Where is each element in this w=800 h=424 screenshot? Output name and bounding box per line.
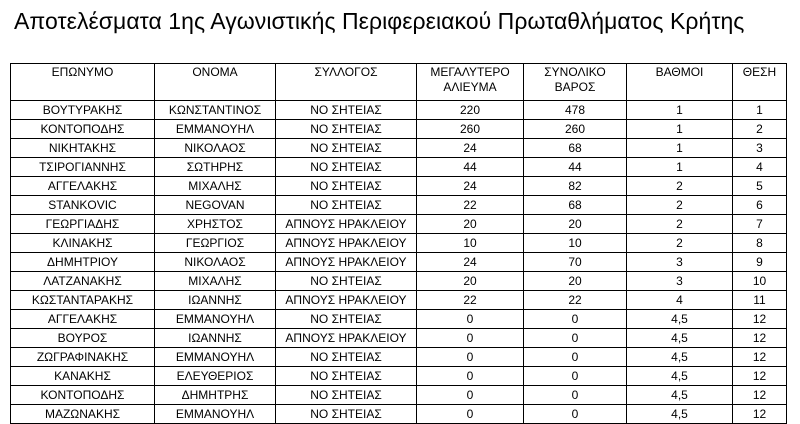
name-cell: ΙΩΑΝΝΗΣ [155,329,276,348]
club-cell: ΝΟ ΣΗΤΕΙΑΣ [276,367,417,386]
biggest-catch-cell: 0 [417,386,524,405]
total-weight-cell: 0 [524,329,627,348]
surname-cell: ΚΑΝΑΚΗΣ [11,367,155,386]
surname-cell: ΚΩΣΤΑΝΤΑΡΑΚΗΣ [11,291,155,310]
name-cell: ΕΜΜΑΝΟΥΗΛ [155,310,276,329]
club-cell: ΝΟ ΣΗΤΕΙΑΣ [276,272,417,291]
column-header-total-weight: ΣΥΝΟΛΙΚΟ ΒΑΡΟΣ [524,64,627,101]
points-cell: 1 [627,101,733,120]
points-cell: 4,5 [627,405,733,424]
table-row [11,405,787,424]
total-weight-cell: 0 [524,367,627,386]
position-cell: 11 [733,291,787,310]
biggest-catch-cell: 22 [417,291,524,310]
total-weight-cell: 68 [524,139,627,158]
total-weight-cell: 82 [524,177,627,196]
biggest-catch-cell: 0 [417,367,524,386]
biggest-catch-cell: 0 [417,348,524,367]
biggest-catch-cell: 24 [417,253,524,272]
biggest-catch-cell: 20 [417,215,524,234]
table-row [11,139,787,158]
name-cell: ΚΩΝΣΤΑΝΤΙΝΟΣ [155,101,276,120]
total-weight-cell: 0 [524,405,627,424]
club-cell: ΑΠΝΟΥΣ ΗΡΑΚΛΕΙΟΥ [276,329,417,348]
position-cell: 12 [733,386,787,405]
position-cell: 4 [733,158,787,177]
name-cell: NEGOVAN [155,196,276,215]
total-weight-cell: 10 [524,234,627,253]
points-cell: 3 [627,272,733,291]
total-weight-cell: 44 [524,158,627,177]
position-cell: 5 [733,177,787,196]
points-cell: 2 [627,196,733,215]
column-header-club: ΣΥΛΛΟΓΟΣ [276,64,417,101]
position-cell: 12 [733,367,787,386]
position-cell: 1 [733,101,787,120]
total-weight-cell: 68 [524,196,627,215]
total-weight-cell: 260 [524,120,627,139]
name-cell: ΔΗΜΗΤΡΗΣ [155,386,276,405]
points-cell: 4,5 [627,367,733,386]
points-cell: 1 [627,139,733,158]
total-weight-cell: 20 [524,215,627,234]
surname-cell: ΚΟΝΤΟΠΟΔΗΣ [11,386,155,405]
biggest-catch-cell: 0 [417,310,524,329]
surname-cell: ΒΟΥΡΟΣ [11,329,155,348]
club-cell: ΝΟ ΣΗΤΕΙΑΣ [276,310,417,329]
table-row [11,367,787,386]
biggest-catch-cell: 260 [417,120,524,139]
position-cell: 9 [733,253,787,272]
table-row [11,386,787,405]
points-cell: 2 [627,177,733,196]
biggest-catch-cell: 0 [417,405,524,424]
total-weight-cell: 0 [524,386,627,405]
surname-cell: ΑΓΓΕΛΑΚΗΣ [11,177,155,196]
surname-cell: ΓΕΩΡΓΙΑΔΗΣ [11,215,155,234]
table-row [11,291,787,310]
points-cell: 4,5 [627,348,733,367]
name-cell: ΝΙΚΟΛΑΟΣ [155,139,276,158]
table-row [11,196,787,215]
name-cell: ΓΕΩΡΓΙΟΣ [155,234,276,253]
table-row [11,253,787,272]
total-weight-cell: 22 [524,291,627,310]
column-header-biggest-catch: ΜΕΓΑΛΥΤΕΡΟ ΑΛΙΕΥΜΑ [417,64,524,101]
biggest-catch-cell: 20 [417,272,524,291]
club-cell: ΝΟ ΣΗΤΕΙΑΣ [276,101,417,120]
club-cell: ΑΠΝΟΥΣ ΗΡΑΚΛΕΙΟΥ [276,291,417,310]
column-header-surname: ΕΠΩΝΥΜΟ [11,64,155,101]
club-cell: ΑΠΝΟΥΣ ΗΡΑΚΛΕΙΟΥ [276,215,417,234]
page-title: Αποτελέσματα 1ης Αγωνιστικής Περιφερειακού Πρωταθλήματος Κρήτης [14,8,745,34]
column-header-name: ΟΝΟΜΑ [155,64,276,101]
points-cell: 3 [627,253,733,272]
surname-cell: ΑΓΓΕΛΑΚΗΣ [11,310,155,329]
table-row [11,158,787,177]
surname-cell: ΚΟΝΤΟΠΟΔΗΣ [11,120,155,139]
name-cell: ΣΩΤΗΡΗΣ [155,158,276,177]
surname-cell: ΝΙΚΗΤΑΚΗΣ [11,139,155,158]
total-weight-cell: 478 [524,101,627,120]
points-cell: 4,5 [627,329,733,348]
points-cell: 1 [627,120,733,139]
points-cell: 4 [627,291,733,310]
results-table [10,63,787,424]
table-row [11,120,787,139]
position-cell: 7 [733,215,787,234]
biggest-catch-cell: 0 [417,329,524,348]
biggest-catch-cell: 24 [417,177,524,196]
table-row [11,272,787,291]
club-cell: ΝΟ ΣΗΤΕΙΑΣ [276,348,417,367]
surname-cell: ΔΗΜΗΤΡΙΟΥ [11,253,155,272]
surname-cell: ΤΣΙΡΟΓΙΑΝΝΗΣ [11,158,155,177]
column-header-position: ΘΕΣΗ [733,64,787,101]
table-row [11,177,787,196]
total-weight-cell: 0 [524,348,627,367]
surname-cell: ΒΟΥΤΥΡΑΚΗΣ [11,101,155,120]
club-cell: ΝΟ ΣΗΤΕΙΑΣ [276,196,417,215]
name-cell: ΙΩΑΝΝΗΣ [155,291,276,310]
position-cell: 12 [733,405,787,424]
table-row [11,348,787,367]
club-cell: ΝΟ ΣΗΤΕΙΑΣ [276,177,417,196]
name-cell: ΕΜΜΑΝΟΥΗΛ [155,120,276,139]
club-cell: ΝΟ ΣΗΤΕΙΑΣ [276,120,417,139]
total-weight-cell: 20 [524,272,627,291]
club-cell: ΑΠΝΟΥΣ ΗΡΑΚΛΕΙΟΥ [276,253,417,272]
position-cell: 8 [733,234,787,253]
biggest-catch-cell: 10 [417,234,524,253]
table-row [11,310,787,329]
points-cell: 4,5 [627,310,733,329]
table-row [11,101,787,120]
club-cell: ΝΟ ΣΗΤΕΙΑΣ [276,139,417,158]
name-cell: ΜΙΧΑΛΗΣ [155,177,276,196]
name-cell: ΝΙΚΟΛΑΟΣ [155,253,276,272]
name-cell: ΧΡΗΣΤΟΣ [155,215,276,234]
club-cell: ΝΟ ΣΗΤΕΙΑΣ [276,158,417,177]
table-row [11,234,787,253]
surname-cell: ΜΑΖΩΝΑΚΗΣ [11,405,155,424]
column-header-points: ΒΑΘΜΟΙ [627,64,733,101]
position-cell: 3 [733,139,787,158]
points-cell: 2 [627,234,733,253]
points-cell: 4,5 [627,386,733,405]
surname-cell: ΛΑΤΖΑΝΑΚΗΣ [11,272,155,291]
name-cell: ΜΙΧΑΛΗΣ [155,272,276,291]
points-cell: 2 [627,215,733,234]
position-cell: 6 [733,196,787,215]
name-cell: ΕΜΜΑΝΟΥΗΛ [155,405,276,424]
points-cell: 1 [627,158,733,177]
biggest-catch-cell: 44 [417,158,524,177]
table-row [11,329,787,348]
total-weight-cell: 0 [524,310,627,329]
name-cell: ΕΜΜΑΝΟΥΗΛ [155,348,276,367]
position-cell: 12 [733,329,787,348]
position-cell: 12 [733,310,787,329]
surname-cell: ΚΛΙΝΑΚΗΣ [11,234,155,253]
club-cell: ΝΟ ΣΗΤΕΙΑΣ [276,386,417,405]
position-cell: 2 [733,120,787,139]
club-cell: ΝΟ ΣΗΤΕΙΑΣ [276,405,417,424]
biggest-catch-cell: 24 [417,139,524,158]
position-cell: 12 [733,348,787,367]
club-cell: ΑΠΝΟΥΣ ΗΡΑΚΛΕΙΟΥ [276,234,417,253]
name-cell: ΕΛΕΥΘΕΡΙΟΣ [155,367,276,386]
biggest-catch-cell: 220 [417,101,524,120]
total-weight-cell: 70 [524,253,627,272]
table-row [11,215,787,234]
results-body [11,101,787,424]
position-cell: 10 [733,272,787,291]
surname-cell: STANKOVIC [11,196,155,215]
biggest-catch-cell: 22 [417,196,524,215]
surname-cell: ΖΩΓΡΑΦΙΝΑΚΗΣ [11,348,155,367]
header-row [11,64,787,101]
